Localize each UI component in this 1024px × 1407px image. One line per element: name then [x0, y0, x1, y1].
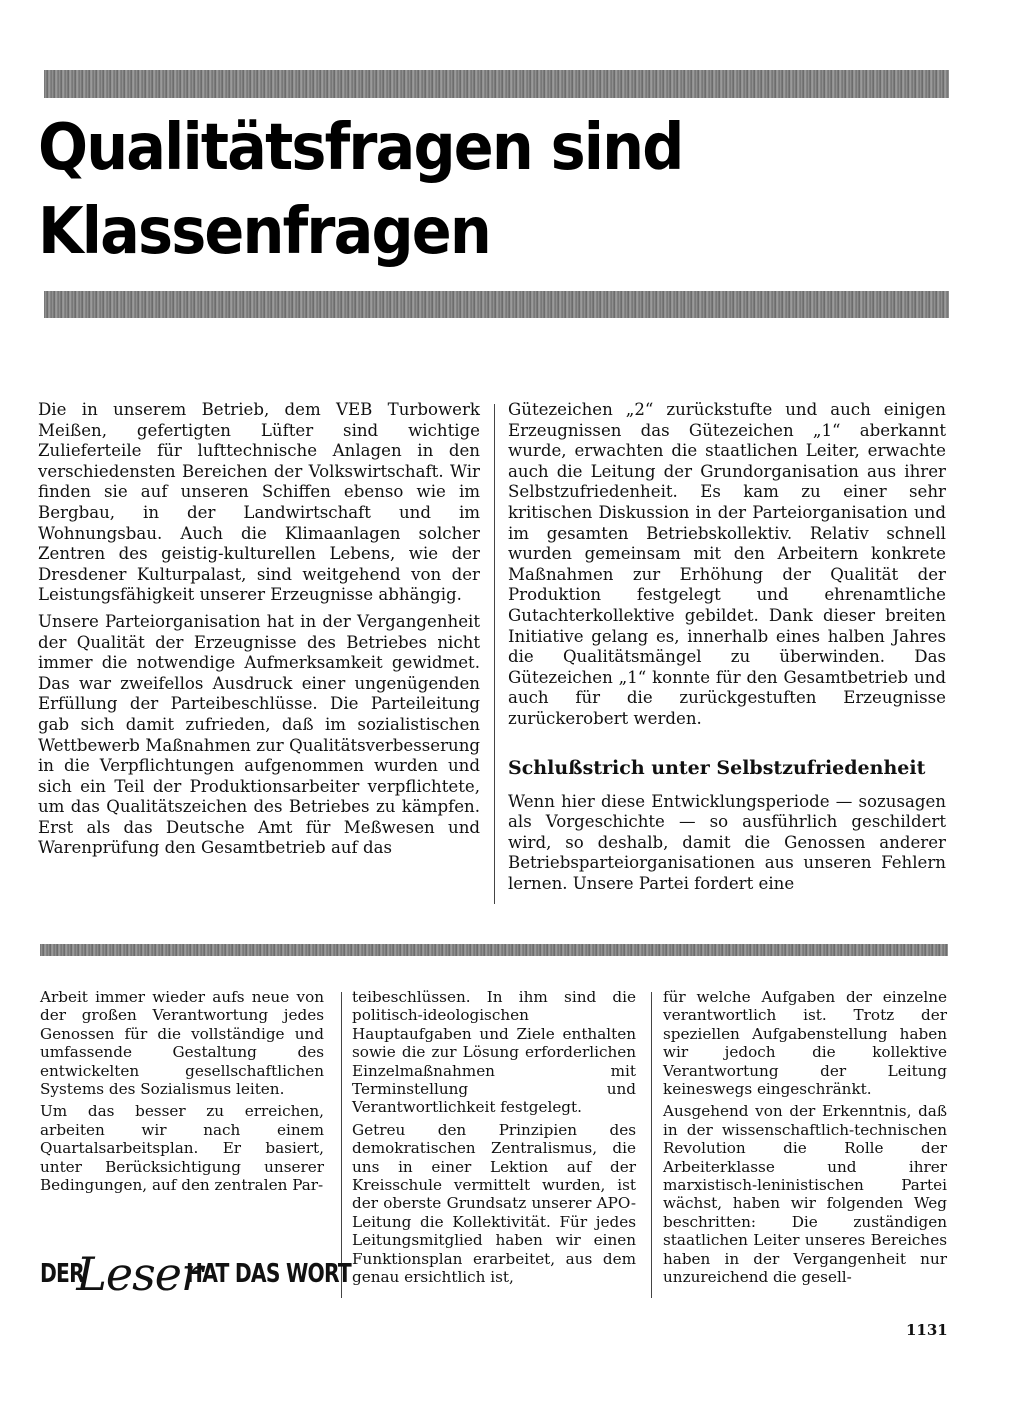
page-title	[38, 106, 683, 274]
logo-text-hat-das-wort: HAT DAS WORT	[185, 1259, 351, 1289]
continuation-column-2	[352, 988, 636, 1287]
continuation-column-3	[663, 988, 947, 1287]
paragraph: Ausgehend von der Erkenntnis, daß in der wissenschaftlich-technischen Revolution die Rolle der Arbeiterklasse und ihrer marxistisch-leninistischen Partei wächst, haben wir folgenden Weg beschritten: Die zuständigen staatlichen Leiter unseres Bereiches haben in der Vergangenheit nur unzureichend die gesell-	[663, 1102, 947, 1287]
article-column-1	[38, 400, 480, 859]
paragraph: Unsere Parteiorganisation hat in der Vergangenheit der Qualität der Erzeugnisse des Betriebes nicht immer die notwendige Aufmerksamkeit gewidmet. Das war zweifellos Ausdruck einer ungenügenden Erfüllung der Parteibeschlüsse. Die Parteileitung gab sich damit zufrieden, daß im sozialistischen Wettbewerb Maßnahmen zur Qualitätsverbesserung in die Verpflichtungen aufgenommen wurden und sich ein Teil der Produktionsarbeiter verpflichtete, um das Qualitätszeichen des Betriebes zu kämpfen. Erst als das Deutsche Amt für Meßwesen und Warenprüfung den Gesamtbetrieb auf das	[38, 611, 480, 858]
continuation-column-1	[40, 988, 324, 1194]
column-divider	[651, 992, 652, 1298]
section-heading: Schlußstrich unter Selbstzufriedenheit	[508, 756, 926, 779]
lower-decorative-bar	[40, 944, 948, 956]
title-line-1: Qualitätsfragen sind	[38, 111, 683, 185]
column-divider	[341, 992, 342, 1298]
paragraph: für welche Aufgaben der einzelne verantwortlich ist. Trotz der speziellen Aufgabenstellung haben wir jedoch die kollektive Verantwortung der Leitung keineswegs eingeschränkt.	[663, 988, 947, 1099]
middle-decorative-bar	[44, 291, 949, 318]
paragraph: Gütezeichen „2“ zurückstufte und auch einigen Erzeugnissen das Gütezeichen „1“ aberkannt wurde, erwachten die staatlichen Leiter, erwachte auch die Leitung der Grundorganisation aus ihrer Selbstzufriedenheit. Es kam zu einer sehr kritischen Diskussion in der Parteiorganisation und im gesamten Betriebskollektiv. Relativ schnell wurden gemeinsam mit den Arbeitern konkrete Maßnahmen zur Erhöhung der Qualität der Produktion festgelegt und ehrenamtliche Gutachterkollektive gebildet. Dank dieser breiten Initiative gelang es, innerhalb eines halben Jahres die Qualitätsmängel zu überwinden. Das Gütezeichen „1“ konnte für den Gesamtbetrieb und auch für die zurückgestuften Erzeugnisse zurückerobert werden.	[508, 400, 946, 728]
paragraph: Die in unserem Betrieb, dem VEB Turbowerk Meißen, gefertigten Lüfter sind wichtige Zulieferteile für lufttechnische Anlagen in den verschiedensten Bereichen der Volkswirtschaft. Wir finden sie auf unseren Schiffen ebenso wie im Bergbau, in der Landwirtschaft und im Wohnungsbau. Auch die Klimaanlagen solcher Zentren des geistig-kulturellen Lebens, wie der Dresdener Kulturpalast, sind weitgehend von der Leistungsfähigkeit unserer Erzeugnisse abhängig.	[38, 400, 480, 605]
top-decorative-bar	[44, 70, 949, 98]
article-column-2	[508, 400, 946, 894]
page-number: 1131	[906, 1321, 948, 1339]
column-divider	[494, 404, 495, 904]
paragraph: Getreu den Prinzipien des demokratischen Zentralismus, die uns in einer Lektion auf der Kreisschule vermittelt wurden, ist der oberste Grundsatz unserer APO-Leitung die Kollektivität. Für jedes Leitungsmitglied haben wir einen Funktionsplan erarbeitet, aus dem genau ersichtlich ist,	[352, 1120, 636, 1287]
logo-text-der: DER	[40, 1259, 84, 1289]
paragraph: Wenn hier diese Entwicklungsperiode — sozusagen als Vorgeschichte — so ausführlich geschildert wird, so deshalb, damit die Genossen anderer Betriebsparteiorganisationen aus unseren Fehlern lernen. Unsere Partei fordert eine	[508, 791, 946, 893]
der-leser-hat-das-wort-logo	[40, 1244, 351, 1304]
title-line-2: Klassenfragen	[38, 195, 490, 269]
paragraph: Um das besser zu erreichen, arbeiten wir nach einem Quartalsarbeitsplan. Er basiert, unter Berücksichtigung unserer Bedingungen, auf den zentralen Par-	[40, 1102, 324, 1195]
logo-text-leser: Leser	[76, 1247, 202, 1301]
paragraph: Arbeit immer wieder aufs neue von der großen Verantwortung jedes Genossen für die vollständige und umfassende Gestaltung des entwickelten gesellschaftlichen Systems des Sozialismus leiten.	[40, 988, 324, 1099]
paragraph: teibeschlüssen. In ihm sind die politisch-ideologischen Hauptaufgaben und Ziele enthalten sowie die zur Lösung erforderlichen Einzelmaßnahmen mit Terminstellung und Verantwortlichkeit festgelegt.	[352, 988, 636, 1117]
